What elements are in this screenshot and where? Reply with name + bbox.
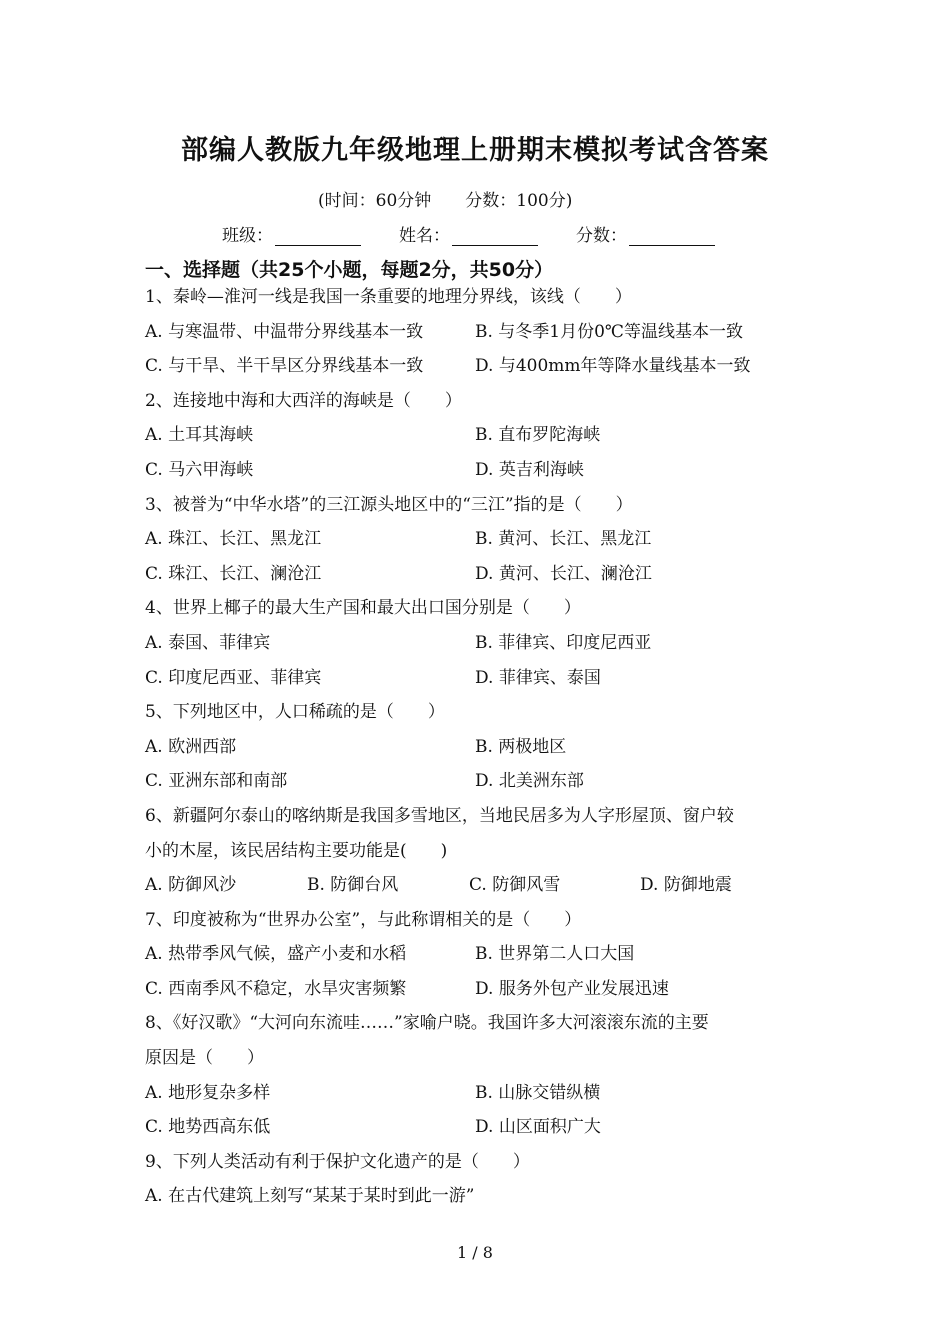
option-a: A. 欧洲西部 <box>145 736 237 757</box>
option-a: A. 与寒温带、中温带分界线基本一致 <box>145 321 424 342</box>
option-a: A. 珠江、长江、黑龙江 <box>145 529 322 550</box>
class-blank[interactable] <box>275 227 361 246</box>
option-b: B. 与冬季1月份0℃等温线基本一致 <box>475 321 743 342</box>
exam-total-score: 分数：100分) <box>465 191 573 211</box>
question-stem: 8、《好汉歌》“大河向东流哇……”家喻户晓。我国许多大河滚滚东流的主要 <box>145 1013 709 1034</box>
class-label: 班级： <box>222 226 273 246</box>
option-a: A. 泰国、菲律宾 <box>145 632 271 653</box>
option-b: B. 菲律宾、印度尼西亚 <box>475 632 652 653</box>
option-b: B. 世界第二人口大国 <box>475 944 635 965</box>
option-row <box>145 626 815 661</box>
question-stem: 4、世界上椰子的最大生产国和最大出口国分别是（ ） <box>145 598 581 619</box>
name-label: 姓名： <box>399 226 450 246</box>
page-number: 1 / 8 <box>457 1243 493 1262</box>
option-c: C. 珠江、长江、澜沧江 <box>145 563 322 584</box>
option-c: C. 与干旱、半干旱区分界线基本一致 <box>145 356 424 377</box>
option-c: C. 防御风雪 <box>469 875 561 896</box>
option-row <box>145 418 815 453</box>
option-row <box>145 522 815 557</box>
exam-time: (时间：60分钟 <box>318 191 432 211</box>
option-row <box>145 1076 815 1111</box>
question-stem: 5、下列地区中，人口稀疏的是（ ） <box>145 702 445 723</box>
option-b: B. 山脉交错纵横 <box>475 1082 601 1103</box>
option-row <box>145 661 815 696</box>
option-d: D. 服务外包产业发展迅速 <box>475 978 669 999</box>
question-stem: 7、印度被称为“世界办公室”，与此称谓相关的是（ ） <box>145 909 582 930</box>
option-b: B. 防御台风 <box>307 875 399 896</box>
page-title: 部编人教版九年级地理上册期末模拟考试含答案 <box>181 135 769 166</box>
class-field <box>222 221 361 246</box>
option-a: A. 土耳其海峡 <box>145 425 254 446</box>
question-stem: 6、新疆阿尔泰山的喀纳斯是我国多雪地区，当地民居多为人字形屋顶、窗户较 <box>145 805 734 826</box>
option-d: D. 英吉利海峡 <box>475 459 584 480</box>
option-row <box>145 937 815 972</box>
score-field <box>576 221 715 246</box>
option-row <box>145 557 815 592</box>
option-b: B. 黄河、长江、黑龙江 <box>475 529 652 550</box>
question-stem: 3、被誉为“中华水塔”的三江源头地区中的“三江”指的是（ ） <box>145 494 633 515</box>
option-b: B. 直布罗陀海峡 <box>475 425 601 446</box>
option-row <box>145 764 815 799</box>
option-a: A. 热带季风气候，盛产小麦和水稻 <box>145 944 407 965</box>
option-d: D. 防御地震 <box>640 875 732 896</box>
question-stem-continued: 原因是（ ） <box>145 1048 264 1069</box>
option-c: C. 西南季风不稳定，水旱灾害频繁 <box>145 978 407 999</box>
option-d: D. 黄河、长江、澜沧江 <box>475 563 652 584</box>
question-stem: 2、连接地中海和大西洋的海峡是（ ） <box>145 390 462 411</box>
option-c: C. 地势西高东低 <box>145 1117 271 1138</box>
option-row <box>145 315 815 350</box>
score-blank[interactable] <box>629 227 715 246</box>
question-stem: 1、秦岭—淮河一线是我国一条重要的地理分界线，该线（ ） <box>145 287 632 307</box>
question-stem: 9、下列人类活动有利于保护文化遗产的是（ ） <box>145 1151 530 1172</box>
exam-meta <box>318 186 606 211</box>
option-c: C. 印度尼西亚、菲律宾 <box>145 667 322 688</box>
option-row <box>145 868 815 903</box>
student-info <box>222 221 753 246</box>
section-title: 一、选择题（共25个小题，每题2分，共50分） <box>145 259 554 281</box>
question-stem-continued: 小的木屋，该民居结构主要功能是( ) <box>145 840 448 861</box>
option-d: D. 与400mm年等降水量线基本一致 <box>475 356 751 377</box>
option-d: D. 山区面积广大 <box>475 1117 601 1138</box>
option-d: D. 北美洲东部 <box>475 771 584 792</box>
option-row <box>145 349 815 384</box>
option-b: B. 两极地区 <box>475 736 567 757</box>
name-blank[interactable] <box>452 227 538 246</box>
option-a: A. 防御风沙 <box>145 875 237 896</box>
option-row <box>145 453 815 488</box>
name-field <box>399 221 538 246</box>
questions <box>145 280 815 1214</box>
option-a: A. 地形复杂多样 <box>145 1082 271 1103</box>
score-label: 分数： <box>576 226 627 246</box>
option-c: C. 亚洲东部和南部 <box>145 771 288 792</box>
option-row <box>145 1110 815 1145</box>
option-row <box>145 730 815 765</box>
option-d: D. 菲律宾、泰国 <box>475 667 601 688</box>
option-c: C. 马六甲海峡 <box>145 459 254 480</box>
option-a: A. 在古代建筑上刻写“某某于某时到此一游” <box>145 1186 475 1207</box>
option-row <box>145 972 815 1007</box>
